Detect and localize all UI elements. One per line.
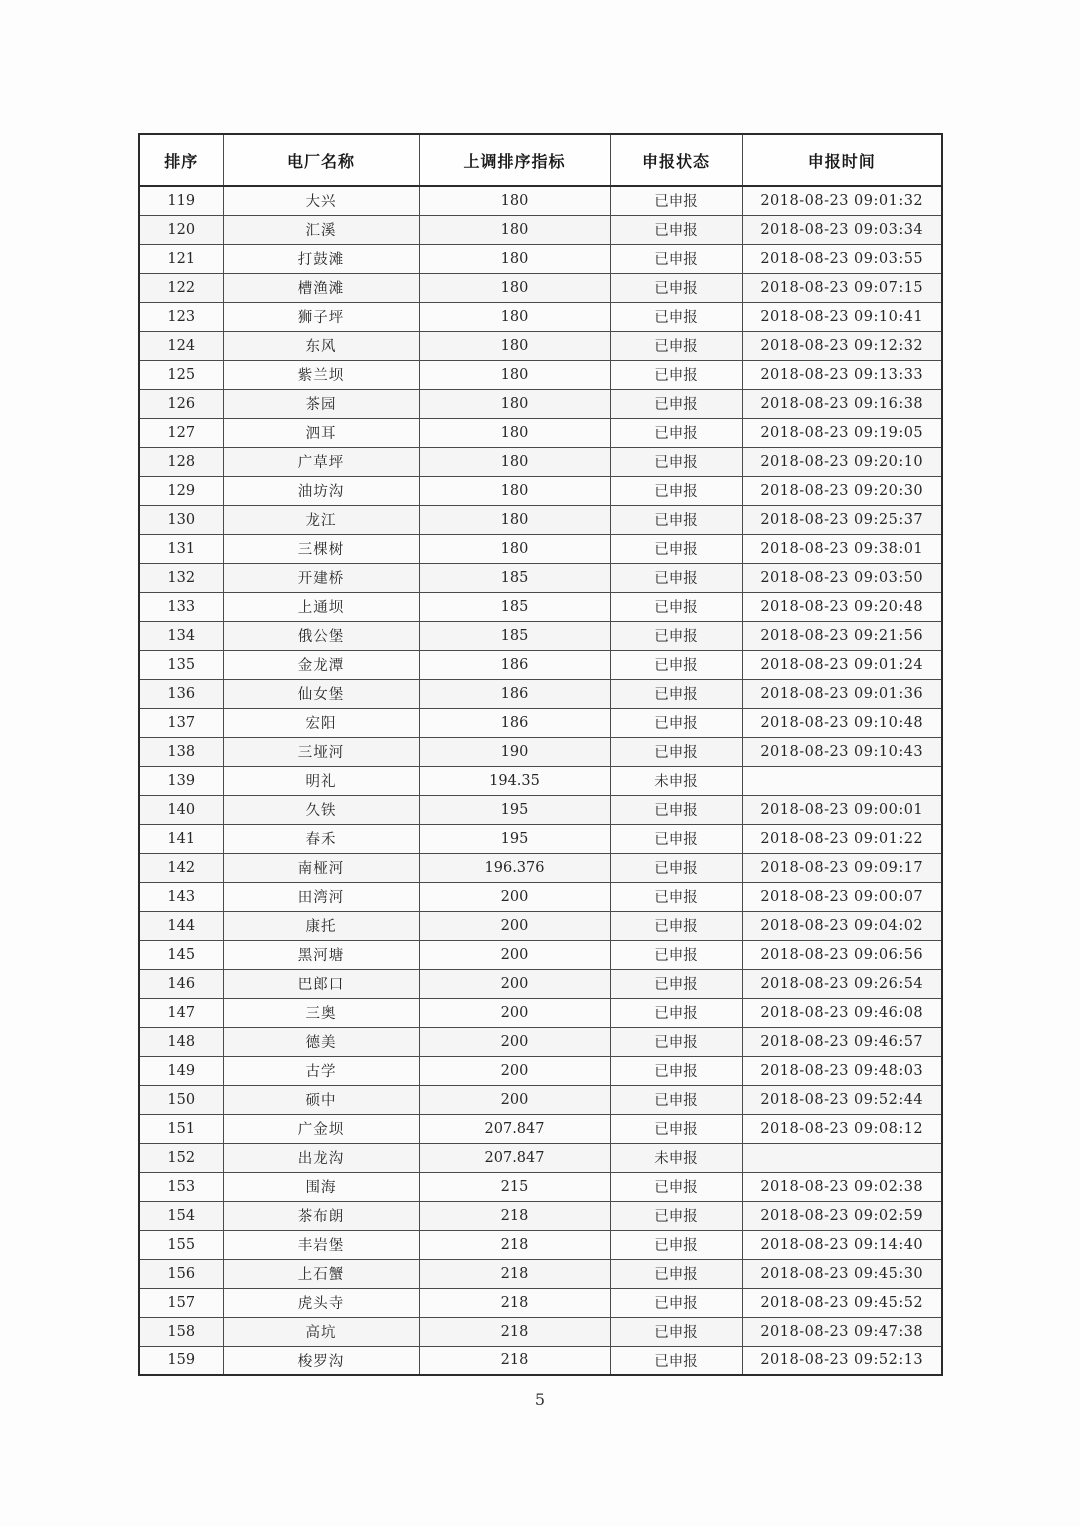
table-row (139, 679, 942, 708)
table-row (139, 563, 942, 592)
time-cell: 2018-08-23 09:20:30 (742, 476, 942, 505)
rank-cell: 137 (139, 708, 223, 737)
plant-name-cell: 广金坝 (223, 1114, 419, 1143)
time-cell: 2018-08-23 09:38:01 (742, 534, 942, 563)
indicator-cell: 200 (419, 969, 610, 998)
rank-cell: 120 (139, 215, 223, 244)
table-row (139, 1317, 942, 1346)
table-row (139, 1259, 942, 1288)
indicator-cell: 218 (419, 1288, 610, 1317)
status-cell: 已申报 (610, 273, 742, 302)
time-cell: 2018-08-23 09:25:37 (742, 505, 942, 534)
rank-cell: 140 (139, 795, 223, 824)
indicator-cell: 218 (419, 1317, 610, 1346)
plant-name-cell: 三棵树 (223, 534, 419, 563)
time-cell: 2018-08-23 09:06:56 (742, 940, 942, 969)
plant-name-cell: 德美 (223, 1027, 419, 1056)
status-cell: 已申报 (610, 621, 742, 650)
time-cell: 2018-08-23 09:04:02 (742, 911, 942, 940)
column-header-time: 申报时间 (742, 134, 942, 186)
time-cell (742, 766, 942, 795)
rank-cell: 141 (139, 824, 223, 853)
status-cell: 已申报 (610, 911, 742, 940)
time-cell: 2018-08-23 09:48:03 (742, 1056, 942, 1085)
status-cell: 已申报 (610, 215, 742, 244)
table-row (139, 621, 942, 650)
rank-cell: 136 (139, 679, 223, 708)
rank-cell: 157 (139, 1288, 223, 1317)
plant-name-cell: 上石蟹 (223, 1259, 419, 1288)
status-cell: 已申报 (610, 592, 742, 621)
plant-name-cell: 巴郎口 (223, 969, 419, 998)
plant-name-cell: 茶布朗 (223, 1201, 419, 1230)
status-cell: 已申报 (610, 708, 742, 737)
status-cell: 已申报 (610, 563, 742, 592)
status-cell: 已申报 (610, 360, 742, 389)
indicator-cell: 180 (419, 534, 610, 563)
status-cell: 已申报 (610, 1230, 742, 1259)
plant-name-cell: 紫兰坝 (223, 360, 419, 389)
indicator-cell: 200 (419, 1085, 610, 1114)
status-cell: 已申报 (610, 1085, 742, 1114)
time-cell: 2018-08-23 09:14:40 (742, 1230, 942, 1259)
status-cell: 已申报 (610, 1114, 742, 1143)
status-cell: 已申报 (610, 853, 742, 882)
plant-name-cell: 春禾 (223, 824, 419, 853)
plant-name-cell: 上通坝 (223, 592, 419, 621)
status-cell: 已申报 (610, 505, 742, 534)
rank-cell: 132 (139, 563, 223, 592)
table-row (139, 476, 942, 505)
time-cell: 2018-08-23 09:13:33 (742, 360, 942, 389)
table-row (139, 592, 942, 621)
rank-cell: 130 (139, 505, 223, 534)
status-cell: 已申报 (610, 998, 742, 1027)
table-row (139, 911, 942, 940)
table-row (139, 505, 942, 534)
time-cell: 2018-08-23 09:52:44 (742, 1085, 942, 1114)
indicator-cell: 180 (419, 505, 610, 534)
plant-name-cell: 三奥 (223, 998, 419, 1027)
time-cell: 2018-08-23 09:10:41 (742, 302, 942, 331)
rank-cell: 133 (139, 592, 223, 621)
time-cell: 2018-08-23 09:10:43 (742, 737, 942, 766)
status-cell: 已申报 (610, 244, 742, 273)
plant-name-cell: 油坊沟 (223, 476, 419, 505)
rank-cell: 128 (139, 447, 223, 476)
indicator-cell: 207.847 (419, 1143, 610, 1172)
table-row (139, 795, 942, 824)
plant-name-cell: 宏阳 (223, 708, 419, 737)
indicator-cell: 200 (419, 940, 610, 969)
time-cell: 2018-08-23 09:19:05 (742, 418, 942, 447)
rank-cell: 123 (139, 302, 223, 331)
rank-cell: 134 (139, 621, 223, 650)
table-row (139, 360, 942, 389)
plant-name-cell: 硕中 (223, 1085, 419, 1114)
indicator-cell: 180 (419, 273, 610, 302)
rank-cell: 158 (139, 1317, 223, 1346)
time-cell: 2018-08-23 09:02:59 (742, 1201, 942, 1230)
indicator-cell: 218 (419, 1259, 610, 1288)
table-body (139, 186, 942, 1375)
time-cell: 2018-08-23 09:09:17 (742, 853, 942, 882)
plant-name-cell: 泗耳 (223, 418, 419, 447)
time-cell (742, 1143, 942, 1172)
indicator-cell: 180 (419, 360, 610, 389)
table-row (139, 1114, 942, 1143)
time-cell: 2018-08-23 09:20:10 (742, 447, 942, 476)
indicator-cell: 200 (419, 998, 610, 1027)
plant-name-cell: 槽渔滩 (223, 273, 419, 302)
plant-name-cell: 虎头寺 (223, 1288, 419, 1317)
table-header (139, 134, 942, 186)
table-row (139, 389, 942, 418)
rank-cell: 150 (139, 1085, 223, 1114)
header-row (139, 134, 942, 186)
rank-cell: 149 (139, 1056, 223, 1085)
time-cell: 2018-08-23 09:01:24 (742, 650, 942, 679)
plant-name-cell: 俄公堡 (223, 621, 419, 650)
rank-cell: 145 (139, 940, 223, 969)
indicator-cell: 180 (419, 302, 610, 331)
rank-cell: 142 (139, 853, 223, 882)
rank-cell: 156 (139, 1259, 223, 1288)
status-cell: 已申报 (610, 940, 742, 969)
indicator-cell: 200 (419, 911, 610, 940)
time-cell: 2018-08-23 09:01:32 (742, 186, 942, 215)
indicator-cell: 185 (419, 563, 610, 592)
table-row (139, 1230, 942, 1259)
table-row (139, 998, 942, 1027)
indicator-cell: 195 (419, 795, 610, 824)
table-row (139, 650, 942, 679)
status-cell: 未申报 (610, 766, 742, 795)
indicator-cell: 218 (419, 1201, 610, 1230)
indicator-cell: 195 (419, 824, 610, 853)
status-cell: 已申报 (610, 1172, 742, 1201)
plant-name-cell: 三垭河 (223, 737, 419, 766)
plant-name-cell: 大兴 (223, 186, 419, 215)
plant-name-cell: 仙女堡 (223, 679, 419, 708)
status-cell: 已申报 (610, 679, 742, 708)
indicator-cell: 180 (419, 215, 610, 244)
table-row (139, 969, 942, 998)
table-row (139, 1085, 942, 1114)
plant-name-cell: 田湾河 (223, 882, 419, 911)
status-cell: 已申报 (610, 534, 742, 563)
table-row (139, 708, 942, 737)
status-cell: 已申报 (610, 1346, 742, 1375)
time-cell: 2018-08-23 09:01:36 (742, 679, 942, 708)
status-cell: 已申报 (610, 795, 742, 824)
table-row (139, 302, 942, 331)
rank-cell: 129 (139, 476, 223, 505)
table-row (139, 186, 942, 215)
indicator-cell: 180 (419, 476, 610, 505)
indicator-cell: 190 (419, 737, 610, 766)
time-cell: 2018-08-23 09:02:38 (742, 1172, 942, 1201)
status-cell: 已申报 (610, 1201, 742, 1230)
table-row (139, 940, 942, 969)
time-cell: 2018-08-23 09:03:34 (742, 215, 942, 244)
time-cell: 2018-08-23 09:00:07 (742, 882, 942, 911)
rank-cell: 148 (139, 1027, 223, 1056)
status-cell: 已申报 (610, 969, 742, 998)
rank-cell: 119 (139, 186, 223, 215)
rank-cell: 147 (139, 998, 223, 1027)
time-cell: 2018-08-23 09:45:52 (742, 1288, 942, 1317)
table-row (139, 882, 942, 911)
plant-name-cell: 金龙潭 (223, 650, 419, 679)
rank-cell: 131 (139, 534, 223, 563)
rank-cell: 121 (139, 244, 223, 273)
time-cell: 2018-08-23 09:10:48 (742, 708, 942, 737)
time-cell: 2018-08-23 09:47:38 (742, 1317, 942, 1346)
time-cell: 2018-08-23 09:03:55 (742, 244, 942, 273)
table-row (139, 273, 942, 302)
rank-cell: 138 (139, 737, 223, 766)
plant-name-cell: 打鼓滩 (223, 244, 419, 273)
indicator-cell: 200 (419, 882, 610, 911)
indicator-cell: 180 (419, 244, 610, 273)
indicator-cell: 180 (419, 418, 610, 447)
plant-name-cell: 出龙沟 (223, 1143, 419, 1172)
rank-cell: 153 (139, 1172, 223, 1201)
rank-cell: 155 (139, 1230, 223, 1259)
indicator-cell: 218 (419, 1346, 610, 1375)
plant-name-cell: 狮子坪 (223, 302, 419, 331)
table-row (139, 1172, 942, 1201)
table-row (139, 418, 942, 447)
indicator-cell: 180 (419, 186, 610, 215)
rank-cell: 146 (139, 969, 223, 998)
table-row (139, 1201, 942, 1230)
indicator-cell: 186 (419, 679, 610, 708)
column-header-indicator: 上调排序指标 (419, 134, 610, 186)
plant-name-cell: 广草坪 (223, 447, 419, 476)
time-cell: 2018-08-23 09:20:48 (742, 592, 942, 621)
indicator-cell: 196.376 (419, 853, 610, 882)
time-cell: 2018-08-23 09:21:56 (742, 621, 942, 650)
plant-ranking-table (138, 133, 943, 1376)
status-cell: 已申报 (610, 418, 742, 447)
rank-cell: 159 (139, 1346, 223, 1375)
table-row (139, 215, 942, 244)
rank-cell: 151 (139, 1114, 223, 1143)
indicator-cell: 180 (419, 389, 610, 418)
indicator-cell: 180 (419, 447, 610, 476)
time-cell: 2018-08-23 09:26:54 (742, 969, 942, 998)
status-cell: 已申报 (610, 476, 742, 505)
status-cell: 已申报 (610, 186, 742, 215)
status-cell: 已申报 (610, 650, 742, 679)
rank-cell: 127 (139, 418, 223, 447)
table-row (139, 447, 942, 476)
plant-name-cell: 高坑 (223, 1317, 419, 1346)
table-row (139, 534, 942, 563)
rank-cell: 126 (139, 389, 223, 418)
plant-name-cell: 久铁 (223, 795, 419, 824)
table-row (139, 1288, 942, 1317)
time-cell: 2018-08-23 09:03:50 (742, 563, 942, 592)
rank-cell: 152 (139, 1143, 223, 1172)
column-header-plant: 电厂名称 (223, 134, 419, 186)
table-row (139, 1056, 942, 1085)
status-cell: 已申报 (610, 447, 742, 476)
rank-cell: 135 (139, 650, 223, 679)
table-row (139, 824, 942, 853)
plant-name-cell: 丰岩堡 (223, 1230, 419, 1259)
time-cell: 2018-08-23 09:01:22 (742, 824, 942, 853)
table-row (139, 853, 942, 882)
column-header-rank: 排序 (139, 134, 223, 186)
time-cell: 2018-08-23 09:45:30 (742, 1259, 942, 1288)
status-cell: 已申报 (610, 1259, 742, 1288)
rank-cell: 124 (139, 331, 223, 360)
indicator-cell: 218 (419, 1230, 610, 1259)
table-row (139, 331, 942, 360)
time-cell: 2018-08-23 09:52:13 (742, 1346, 942, 1375)
status-cell: 已申报 (610, 1056, 742, 1085)
plant-name-cell: 开建桥 (223, 563, 419, 592)
plant-name-cell: 汇溪 (223, 215, 419, 244)
rank-cell: 143 (139, 882, 223, 911)
indicator-cell: 215 (419, 1172, 610, 1201)
time-cell: 2018-08-23 09:46:08 (742, 998, 942, 1027)
table-row (139, 737, 942, 766)
status-cell: 已申报 (610, 389, 742, 418)
page-number: 5 (534, 1390, 546, 1409)
plant-name-cell: 明礼 (223, 766, 419, 795)
table-row (139, 1027, 942, 1056)
indicator-cell: 200 (419, 1056, 610, 1085)
rank-cell: 154 (139, 1201, 223, 1230)
plant-name-cell: 南桠河 (223, 853, 419, 882)
status-cell: 已申报 (610, 1317, 742, 1346)
plant-name-cell: 康托 (223, 911, 419, 940)
rank-cell: 125 (139, 360, 223, 389)
plant-name-cell: 梭罗沟 (223, 1346, 419, 1375)
status-cell: 已申报 (610, 824, 742, 853)
table-row (139, 766, 942, 795)
table-row (139, 1346, 942, 1375)
table-row (139, 244, 942, 273)
indicator-cell: 207.847 (419, 1114, 610, 1143)
indicator-cell: 186 (419, 650, 610, 679)
status-cell: 已申报 (610, 882, 742, 911)
plant-name-cell: 围海 (223, 1172, 419, 1201)
plant-name-cell: 黑河塘 (223, 940, 419, 969)
indicator-cell: 185 (419, 592, 610, 621)
indicator-cell: 185 (419, 621, 610, 650)
status-cell: 已申报 (610, 331, 742, 360)
status-cell: 未申报 (610, 1143, 742, 1172)
time-cell: 2018-08-23 09:16:38 (742, 389, 942, 418)
plant-name-cell: 古学 (223, 1056, 419, 1085)
indicator-cell: 194.35 (419, 766, 610, 795)
status-cell: 已申报 (610, 1288, 742, 1317)
status-cell: 已申报 (610, 1027, 742, 1056)
time-cell: 2018-08-23 09:12:32 (742, 331, 942, 360)
rank-cell: 144 (139, 911, 223, 940)
plant-name-cell: 龙江 (223, 505, 419, 534)
time-cell: 2018-08-23 09:46:57 (742, 1027, 942, 1056)
column-header-status: 申报状态 (610, 134, 742, 186)
rank-cell: 122 (139, 273, 223, 302)
indicator-cell: 200 (419, 1027, 610, 1056)
rank-cell: 139 (139, 766, 223, 795)
status-cell: 已申报 (610, 302, 742, 331)
table-row (139, 1143, 942, 1172)
indicator-cell: 186 (419, 708, 610, 737)
plant-name-cell: 茶园 (223, 389, 419, 418)
time-cell: 2018-08-23 09:00:01 (742, 795, 942, 824)
time-cell: 2018-08-23 09:08:12 (742, 1114, 942, 1143)
status-cell: 已申报 (610, 737, 742, 766)
plant-name-cell: 东风 (223, 331, 419, 360)
time-cell: 2018-08-23 09:07:15 (742, 273, 942, 302)
indicator-cell: 180 (419, 331, 610, 360)
